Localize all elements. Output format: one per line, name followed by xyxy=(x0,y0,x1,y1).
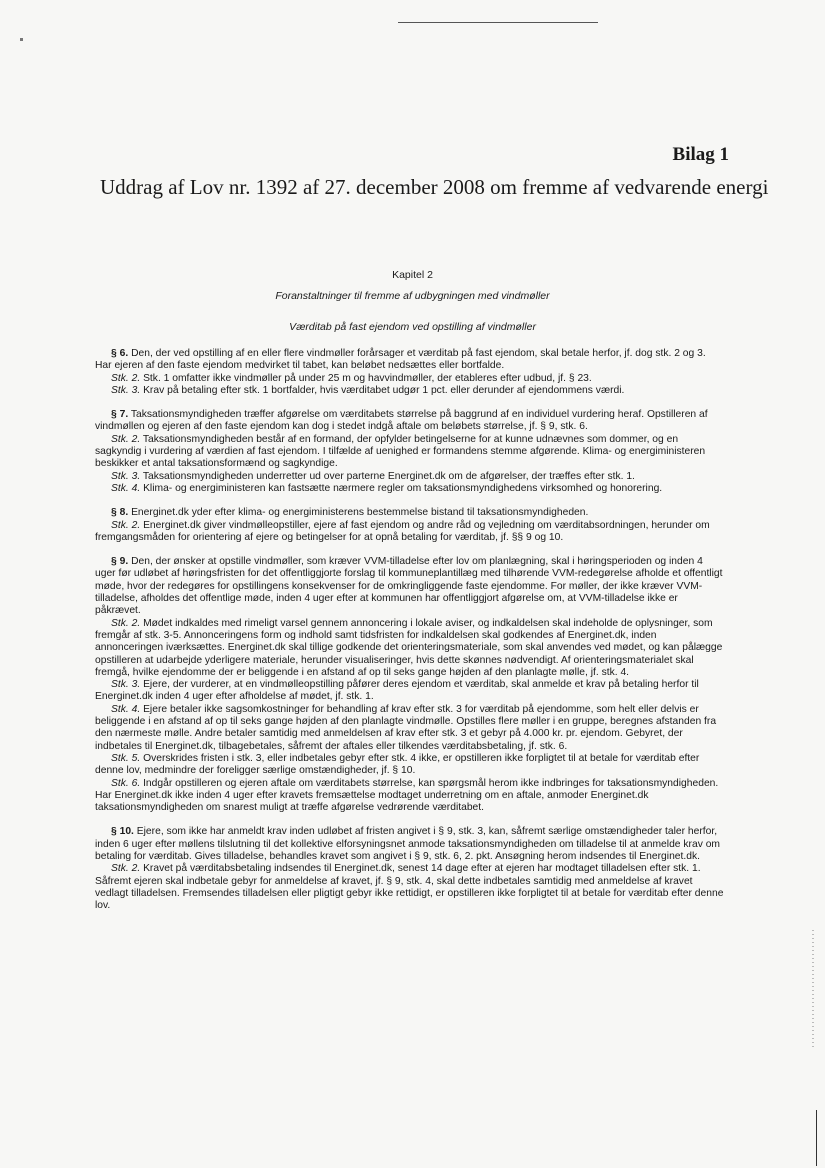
stk-label: Stk. 2. xyxy=(111,433,141,445)
scan-margin-marks xyxy=(812,930,814,1050)
paragraph-text: Taksationsmyndigheden består af en formand, der opfylder betingelserne for at kunne udnævnes som dommer, og en sagkyndig i vurdering af værdien af fast ejendom. I tilfælde af uenighed er formandens stemme afgørende. Klima- og energiministeren beskikker et antal taksationsformænd og sagkyndige. xyxy=(95,433,706,470)
paragraph-number: § 9. xyxy=(111,556,129,568)
law-paragraph xyxy=(95,507,725,519)
paragraph-text: Taksationsmyndigheden træffer afgørelse om værditabets størrelse på baggrund af en individuel vurdering heraf. Opstilleren af vindmøllen og ejeren af den faste ejendom kan dog i stedet indgå aftale om beløbets størrelse, jf. § 9, stk. 6. xyxy=(95,409,708,433)
law-paragraph xyxy=(95,618,725,679)
stk-label: Stk. 3. xyxy=(111,679,141,691)
stk-label: Stk. 3. xyxy=(111,384,141,396)
law-paragraph xyxy=(95,778,725,815)
stk-label: Stk. 6. xyxy=(111,777,141,789)
stk-label: Stk. 2. xyxy=(111,617,141,629)
law-section xyxy=(95,556,725,814)
paragraph-text: Mødet indkaldes med rimeligt varsel gennem annoncering i lokale aviser, og indkaldelsen skal indeholde de oplysninger, som fremgår af stk. 3-5. Annonceringens form og indhold samt tidsfristen for indkaldelsen skal godkendes af Energinet.dk, inden annonceringen iværksættes. Energinet.dk skal tillige godkende det orienteringsmateriale, som skal anvendes ved mødet, og kan pålægge opstilleren at udarbejde yderligere materiale, herunder visualiseringer, hvis dette skønnes nødvendigt. Af orienteringsmaterialet skal fremgå, hvilke ejendomme der er beliggende i en afstand af op til seks gange højden af den planlagte mølle, jf. stk. 4. xyxy=(95,617,723,678)
chapter-subtitle: Værditab på fast ejendom ved opstilling af vindmøller xyxy=(289,321,536,333)
law-section xyxy=(95,826,725,912)
law-section xyxy=(95,507,725,544)
paragraph-number: § 6. xyxy=(111,348,129,359)
stk-label: Stk. 5. xyxy=(111,752,141,764)
paragraph-number: § 8. xyxy=(111,507,129,519)
law-paragraph xyxy=(95,434,725,471)
paragraph-text: Ejere, der vurderer, at en vindmølleopstilling påfører deres ejendom et værditab, skal anmelde et krav på betaling herfor til Energinet.dk inden 4 uger efter afholdelse af mødet, jf. stk. 1. xyxy=(95,679,699,703)
document-body xyxy=(95,348,725,924)
stk-label: Stk. 2. xyxy=(111,372,141,384)
law-paragraph xyxy=(95,704,725,753)
paragraph-text: Klima- og energiministeren kan fastsætte nærmere regler om taksationsmyndighedens virksomhed og honorering. xyxy=(143,482,663,494)
law-paragraph xyxy=(95,863,725,912)
law-paragraph xyxy=(95,753,725,778)
law-section xyxy=(95,409,725,495)
paragraph-text: Stk. 1 omfatter ikke vindmøller på under 25 m og havvindmøller, der etableres efter udbud, jf. § 23. xyxy=(143,372,592,384)
law-paragraph xyxy=(95,348,725,373)
law-paragraph xyxy=(95,409,725,434)
law-paragraph xyxy=(95,483,725,495)
law-paragraph xyxy=(95,385,725,397)
paragraph-text: Krav på betaling efter stk. 1 bortfalder, hvis værditabet udgør 1 pct. eller derunder af ejendommens værdi. xyxy=(143,384,625,396)
paragraph-text: Ejere betaler ikke sagsomkostninger for behandling af krav efter stk. 3 for værditab på ejendomme, som helt eller delvis er beliggende i en afstand af op til seks gange højden af den planlagte vindmølle. Opstilles flere møller i en gruppe, beregnes afstanden fra den nærmeste mølle. Andre betaler samtidig med anmeldelsen af krav efter stk. 3 et gebyr på 4.000 kr. pr. ejendom. Gebyret, der indbetales til Energinet.dk, tilbagebetales, såfremt der aftales eller tilkendes værditabsbetaling, jf. stk. 6. xyxy=(95,703,717,752)
paragraph-text: Overskrides fristen i stk. 3, eller indbetales gebyr efter stk. 4 ikke, er opstilleren ikke forpligtet til at betale for værditab efter denne lov, medmindre der foreligger særlige omstændigheder, jf. § 10. xyxy=(95,752,700,777)
paragraph-text: Ejere, som ikke har anmeldt krav inden udløbet af fristen angivet i § 9, stk. 3, kan, såfremt særlige omstændigheder taler herfor, inden 6 uger efter møllens tilslutning til det kollektive elforsyningsnet anmode taksationsmyndigheden om tilladelse til at anmelde krav om betaling for værditab. Gives tilladelse, behandles kravet som angivet i § 9, stk. 6, 2. pkt. Ansøgning herom indsendes til Energinet.dk. xyxy=(95,826,721,862)
paragraph-text: Den, der ønsker at opstille vindmøller, som kræver VVM-tilladelse efter lov om planlægning, skal i høringsperioden og inden 4 uger før udløbet af høringsfristen for det offentliggjorte forslag til kommuneplantillæg med tilhørende VVM-redegørelse afholde et offentligt møde, hvor der redegøres for opstillingens konsekvenser for de omkringliggende faste ejendomme. For møller, der ikke kræver VVM-tilladelse, afholdes det offentlige møde, inden 4 uger efter at kommunen har offentliggjort afgørelse om, at VVM-tilladelse ikke er påkrævet. xyxy=(95,556,723,617)
paragraph-text: Taksationsmyndigheden underretter ud over parterne Energinet.dk om de afgørelser, der træffes efter stk. 1. xyxy=(142,470,635,482)
law-title: Uddrag af Lov nr. 1392 af 27. december 2008 om fremme af vedvarende energi xyxy=(100,175,769,199)
paragraph-number: § 7. xyxy=(111,409,129,421)
paragraph-text: Kravet på værditabsbetaling indsendes til Energinet.dk, senest 14 dage efter at ejeren har modtaget tilladelsen efter stk. 1. Såfremt ejeren skal indbetale gebyr for anmeldelse af kravet, jf. § 9, stk. 4, skal dette indbetales samtidig med anmeldelse af kravet vedlagt tilladelsen. Fremsendes tilladelsen eller pligtigt gebyr ikke rettidigt, er opstilleren ikke forpligtet til at betale for værditab efter denne lov. xyxy=(95,863,724,912)
scan-line xyxy=(398,22,598,23)
stk-label: Stk. 2. xyxy=(111,863,141,875)
law-paragraph xyxy=(95,471,725,483)
scan-edge xyxy=(816,1110,817,1166)
chapter-title: Foranstaltninger til fremme af udbygningen med vindmøller xyxy=(275,290,550,302)
stk-label: Stk. 3. xyxy=(111,470,141,482)
stk-label: Stk. 2. xyxy=(111,519,141,531)
law-paragraph xyxy=(95,373,725,385)
stk-label: Stk. 4. xyxy=(111,703,141,715)
bilag-label: Bilag 1 xyxy=(672,144,729,165)
paragraph-number: § 10. xyxy=(111,826,134,838)
chapter-label: Kapitel 2 xyxy=(392,269,433,281)
law-paragraph xyxy=(95,679,725,704)
law-paragraph xyxy=(95,556,725,617)
paragraph-text: Den, der ved opstilling af en eller flere vindmøller forårsager et værditab på fast ejendom, skal betale herfor, jf. dog stk. 2 og 3. Har ejeren af den faste ejendom medvirket til tabet, kan beløbet nedsættes eller bortfalde. xyxy=(95,348,706,372)
paragraph-text: Indgår opstilleren og ejeren aftale om værditabets størrelse, kan spørgsmål herom ikke indbringes for taksationsmyndigheden. Har Energinet.dk ikke inden 4 uger efter kravets fremsættelse modtaget underretning om en aftale, anmoder Energinet.dk taksationsmyndigheden om snarest muligt at træffe afgørelse vedrørende værditabet. xyxy=(95,777,719,814)
paragraph-text: Energinet.dk yder efter klima- og energiministerens bestemmelse bistand til taksationsmyndigheden. xyxy=(131,507,589,519)
paragraph-text: Energinet.dk giver vindmølleopstiller, ejere af fast ejendom og andre råd og vejledning om værditabsordningen, herunder om fremgangsmåden for orientering af ejere og betingelser for at opnå betaling for værditab, jf. §§ 9 og 10. xyxy=(95,519,710,543)
law-paragraph xyxy=(95,826,725,863)
law-paragraph xyxy=(95,520,725,545)
stk-label: Stk. 4. xyxy=(111,482,141,494)
law-section xyxy=(95,348,725,397)
scan-mark xyxy=(20,38,23,41)
